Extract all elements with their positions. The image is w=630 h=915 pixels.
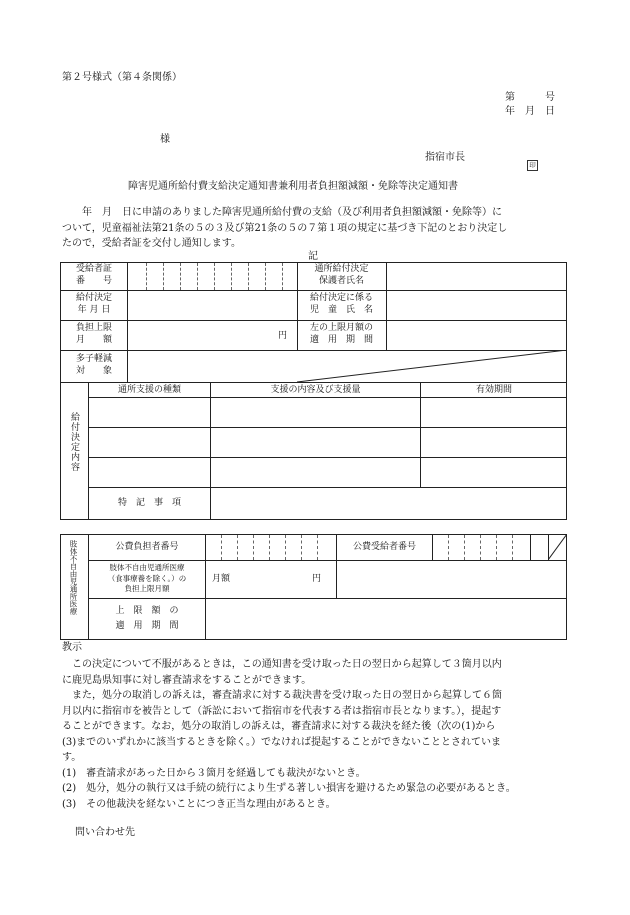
medical-limit-label: 肢体不自由児通所医療 （食事療養を除く。）の 負担上限月額 bbox=[107, 563, 187, 593]
col-valid-period: 有効期間 bbox=[475, 385, 512, 395]
instruction-item: (1) 審査請求があった日から３箇月を経過しても裁決がないとき。 bbox=[62, 767, 366, 779]
document-title: 障害児通所給付費支給決定通知書兼利用者負担額減額・免除等決定通知書 bbox=[128, 181, 458, 192]
instruction-heading: 教示 bbox=[62, 642, 82, 653]
receiver-no-label: 公費受給者番号 bbox=[352, 542, 416, 552]
diagonal-strike bbox=[548, 534, 567, 560]
instruction-line: また，処分の取消しの訴えは，審査請求に対する裁決書を受け取った日の翌日から起算して６箇 bbox=[62, 690, 502, 701]
yen-unit: 円 bbox=[278, 331, 288, 341]
col-support-content: 支援の内容及び支援量 bbox=[270, 385, 361, 395]
addressee-suffix: 様 bbox=[160, 134, 170, 145]
multi-child-label: 多子軽減 対 象 bbox=[75, 354, 112, 376]
seal-mark bbox=[527, 152, 538, 171]
instruction-line: ることができます。なお，処分の取消しの訴えは，審査請求に対する裁決を経た後（次の(1)から bbox=[62, 721, 496, 732]
document-date: 年 月 日 bbox=[505, 106, 555, 117]
special-notes-label: 特 記 事 項 bbox=[117, 498, 181, 508]
decision-date-label: 給付決定 年 月 日 bbox=[75, 293, 112, 315]
instruction-line: に鹿児島県知事に対し審査請求をすることができます。 bbox=[62, 674, 312, 686]
decision-content-label: 給付決定内容 bbox=[69, 412, 79, 472]
medical-side-label: 肢体不自由児通所医療 bbox=[69, 540, 78, 615]
form-number: 第２号様式（第４条関係） bbox=[62, 72, 182, 83]
monthly-label: 月額 bbox=[212, 574, 231, 584]
instruction-paragraphs bbox=[62, 657, 516, 812]
guardian-name-label: 通所給付決定 保護者氏名 bbox=[314, 264, 369, 286]
instruction-line: (3)までのいずれかに該当するときを除く。）でなければ提起することができないこととされていま bbox=[62, 736, 501, 748]
col-support-type: 通所支援の種類 bbox=[117, 385, 181, 395]
intro-paragraph bbox=[62, 205, 507, 252]
yen-unit: 円 bbox=[312, 574, 322, 584]
intro-line: たので，受給者証を交付し通知します。 bbox=[62, 238, 241, 249]
intro-line: 年 月 日に申請のありました障害児通所給付費の支給（及び利用者負担額減額・免除等）に bbox=[62, 207, 502, 218]
instruction-item: (2) 処分，処分の執行又は手続の続行により生ずる著しい損害を避けるため緊急の必要があるとき。 bbox=[62, 783, 516, 794]
seal-icon: 印 bbox=[527, 160, 538, 171]
child-name-label: 給付決定に係る 児 童 氏 名 bbox=[309, 293, 373, 315]
recipient-no-label: 受給者証 番 号 bbox=[75, 264, 112, 286]
limit-period-label: 上 限 額 の 適 用 期 間 bbox=[115, 606, 179, 631]
limit-amount-label: 負担上限 月 額 bbox=[75, 323, 112, 345]
instruction-line: この決定について不服があるときは，この通知書を受け取った日の翌日から起算して３箇月以内 bbox=[62, 659, 502, 670]
payer-no-label: 公費負担者番号 bbox=[115, 542, 179, 552]
instruction-line: す。 bbox=[62, 752, 82, 763]
limit-period-label: 左の上限月額の 適 用 期 間 bbox=[309, 323, 373, 345]
intro-line: ついて，児童福祉法第21条の５の３及び第21条の５の７第１項の規定に基づき下記のとおり決定し bbox=[62, 222, 508, 234]
issuer-name: 指宿市長 bbox=[425, 152, 465, 163]
document-number: 第 号 bbox=[505, 92, 555, 103]
contact-label: 問い合わせ先 bbox=[75, 827, 135, 838]
ki-heading: 記 bbox=[308, 251, 318, 262]
instruction-item: (3) その他裁決を経ないことにつき正当な理由があるとき。 bbox=[62, 798, 336, 810]
diagonal-strike bbox=[297, 350, 567, 382]
instruction-line: 月以内に指宿市を被告として（訴訟において指宿市を代表する者は指宿市長となります。），提起す bbox=[62, 705, 502, 717]
